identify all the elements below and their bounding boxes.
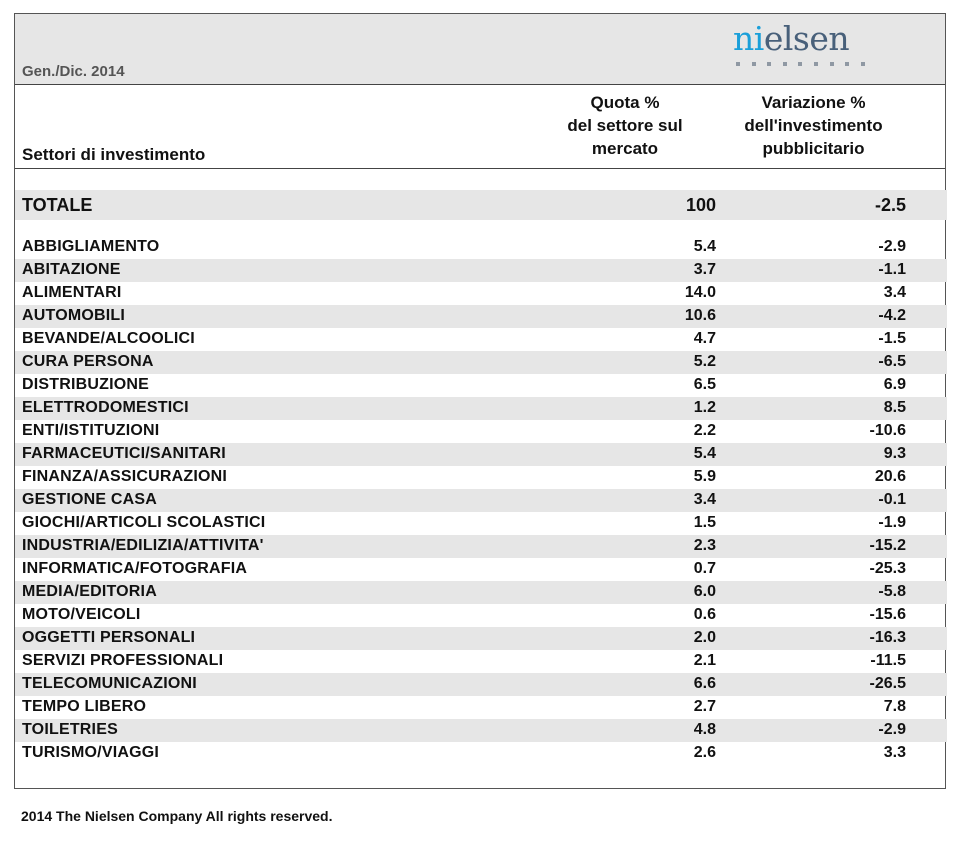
report-table [14, 13, 946, 789]
variation-value: -15.6 [869, 606, 906, 623]
variation-value: -1.1 [878, 261, 906, 278]
column-header-row [15, 85, 945, 169]
variation-value: 20.6 [874, 468, 906, 485]
variation-value: -2.9 [878, 721, 906, 738]
copyright-footer: 2014 The Nielsen Company All rights reserved. [21, 808, 333, 824]
variation-value: 6.9 [883, 376, 906, 393]
total-label: TOTALE [22, 195, 93, 215]
variation-value: 3.4 [883, 284, 906, 301]
quota-value: 2.6 [693, 744, 716, 761]
sector-name: MOTO/VEICOLI [22, 606, 141, 623]
quota-value: 0.6 [693, 606, 716, 623]
sector-name: ALIMENTARI [22, 284, 122, 301]
variation-value: 3.3 [883, 744, 906, 761]
period-label: Gen./Dic. 2014 [22, 63, 125, 80]
quota-value: 3.4 [693, 491, 716, 508]
table-row [15, 305, 947, 328]
table-row [15, 236, 947, 259]
table-row [15, 719, 947, 742]
table-row [15, 282, 947, 305]
quota-value: 4.7 [693, 330, 716, 347]
variation-value: 8.5 [883, 399, 906, 416]
table-row [15, 466, 947, 489]
quota-value: 2.2 [693, 422, 716, 439]
variation-value: -10.6 [869, 422, 906, 439]
variation-column-header: Variazione % dell'investimento pubblicitario [744, 93, 883, 158]
quota-value: 6.6 [693, 675, 716, 692]
quota-value: 5.4 [693, 445, 716, 462]
quota-value: 2.0 [693, 629, 716, 646]
table-row [15, 328, 947, 351]
total-variation: -2.5 [874, 195, 906, 215]
quota-value: 4.8 [693, 721, 716, 738]
sector-name: TELECOMUNICAZIONI [22, 675, 197, 692]
quota-value: 3.7 [693, 261, 716, 278]
variation-value: -0.1 [878, 491, 906, 508]
quota-value: 2.1 [693, 652, 716, 669]
table-row [15, 696, 947, 719]
quota-value: 1.5 [693, 514, 716, 531]
quota-value: 10.6 [684, 307, 716, 324]
variation-value: -1.9 [878, 514, 906, 531]
sector-name: SERVIZI PROFESSIONALI [22, 652, 224, 669]
table-row [15, 650, 947, 673]
quota-value: 0.7 [693, 560, 716, 577]
variation-value: -5.8 [878, 583, 906, 600]
nielsen-logo: nielsen [733, 20, 855, 72]
total-quota: 100 [685, 195, 716, 215]
sector-name: MEDIA/EDITORIA [22, 583, 157, 600]
variation-value: -4.2 [878, 307, 906, 324]
sector-name: FINANZA/ASSICURAZIONI [22, 468, 228, 485]
sector-name: ENTI/ISTITUZIONI [22, 422, 160, 439]
table-row [15, 742, 947, 765]
quota-value: 5.9 [693, 468, 716, 485]
sector-name: OGGETTI PERSONALI [22, 629, 196, 646]
sector-name: GESTIONE CASA [22, 491, 158, 508]
table-row [15, 512, 947, 535]
quota-value: 6.0 [693, 583, 716, 600]
total-row [15, 190, 947, 220]
table-row [15, 259, 947, 282]
sector-name: BEVANDE/ALCOOLICI [22, 330, 195, 347]
quota-value: 14.0 [684, 284, 716, 301]
quota-value: 6.5 [693, 376, 716, 393]
table-row [15, 397, 947, 420]
sector-name: CURA PERSONA [22, 353, 154, 370]
variation-value: -1.5 [878, 330, 906, 347]
sector-name: FARMACEUTICI/SANITARI [22, 445, 226, 462]
variation-value: -26.5 [869, 675, 906, 692]
variation-value: -6.5 [878, 353, 906, 370]
sector-name: AUTOMOBILI [22, 307, 126, 324]
variation-value: -11.5 [870, 652, 906, 669]
sector-column-header: Settori di investimento [22, 145, 206, 164]
sector-name: TEMPO LIBERO [22, 698, 147, 715]
table-row [15, 604, 947, 627]
sector-name: TURISMO/VIAGGI [22, 744, 160, 761]
logo-dots [736, 62, 865, 66]
table-row [15, 420, 947, 443]
table-row [15, 535, 947, 558]
quota-value: 5.2 [693, 353, 716, 370]
quota-value: 5.4 [693, 238, 716, 255]
quota-value: 2.3 [693, 537, 716, 554]
sector-rows [15, 236, 947, 765]
quota-value: 2.7 [693, 698, 716, 715]
quota-column-header: Quota % del settore sul mercato [567, 93, 683, 158]
variation-value: -16.3 [869, 629, 906, 646]
variation-value: -2.9 [878, 238, 906, 255]
variation-value: 7.8 [883, 698, 906, 715]
table-row [15, 443, 947, 466]
sector-name: INFORMATICA/FOTOGRAFIA [22, 560, 248, 577]
variation-value: -25.3 [869, 560, 906, 577]
table-row [15, 673, 947, 696]
table-row [15, 351, 947, 374]
table-row [15, 558, 947, 581]
sector-name: ABITAZIONE [22, 261, 121, 278]
variation-value: 9.3 [883, 445, 906, 462]
variation-value: -15.2 [869, 537, 906, 554]
table-row [15, 627, 947, 650]
title-band [15, 14, 945, 85]
table-row [15, 581, 947, 604]
sector-name: DISTRIBUZIONE [22, 376, 150, 393]
sector-name: ELETTRODOMESTICI [22, 399, 189, 416]
sector-name: ABBIGLIAMENTO [22, 238, 160, 255]
table-row [15, 374, 947, 397]
sector-name: TOILETRIES [22, 721, 118, 738]
quota-value: 1.2 [693, 399, 716, 416]
sector-name: GIOCHI/ARTICOLI SCOLASTICI [22, 514, 266, 531]
table-row [15, 489, 947, 512]
sector-name: INDUSTRIA/EDILIZIA/ATTIVITA' [22, 537, 264, 554]
